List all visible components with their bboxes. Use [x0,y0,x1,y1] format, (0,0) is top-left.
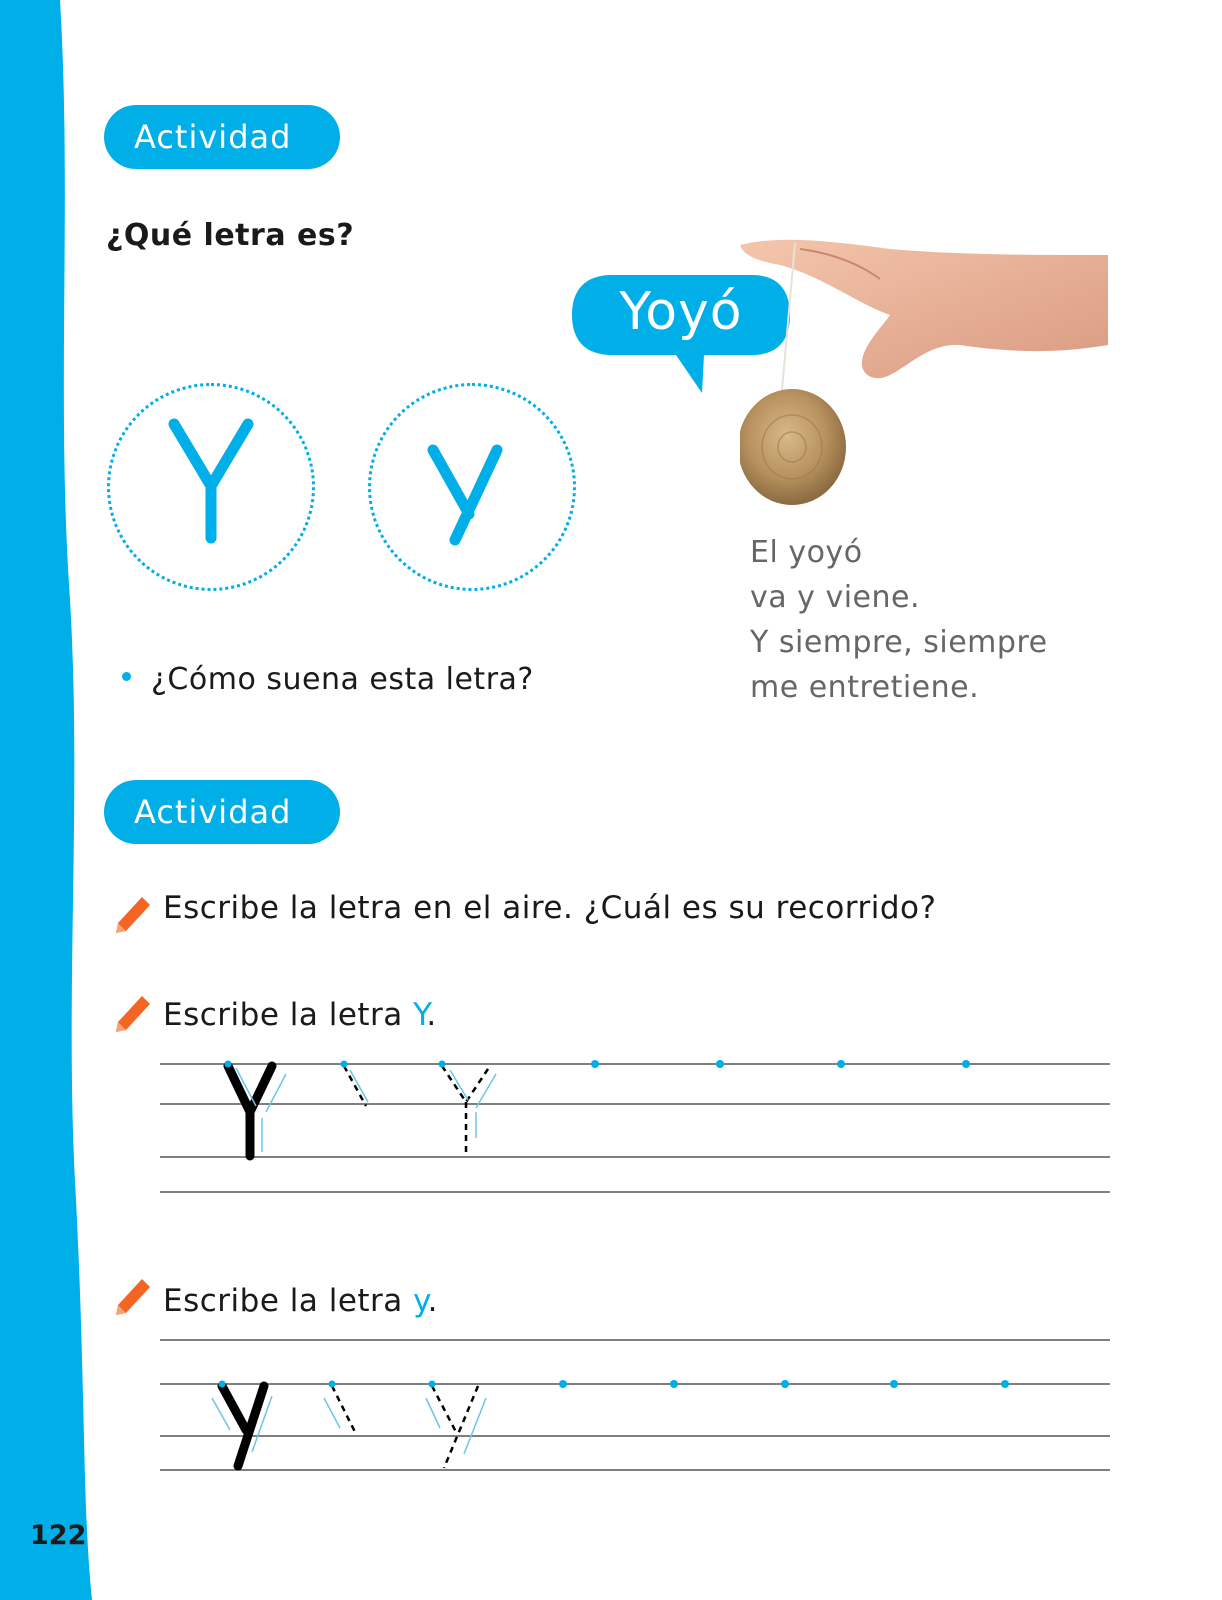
pencil-icon [112,893,154,937]
poem-line: El yoyó [750,535,863,570]
lowercase-letter: y [413,1283,428,1319]
poem-line: va y viene. [750,580,921,615]
pencil-icon [112,1275,154,1319]
air-writing-instruction: Escribe la letra en el aire. ¿Cuál es su recorrido? [163,890,937,926]
sound-question: ¿Cómo suena esta letra? [122,662,534,697]
page-number: 122 [30,1520,87,1551]
write-uppercase-instruction: Escribe la letra Y. [163,997,437,1033]
bubble-word: Yoyó [619,282,743,342]
uppercase-letter-circle [107,383,315,591]
poem-line: me entretiene. [750,670,980,705]
activity-4-badge: Actividad 4 [104,105,340,169]
write-lowercase-instruction: Escribe la letra y. [163,1283,438,1319]
bullet-icon [122,672,131,681]
lowercase-writing-lines [160,1330,1110,1480]
pencil-icon [112,992,154,1036]
activity-5-badge: Actividad 5 [104,780,340,844]
uppercase-letter: Y [413,997,427,1033]
poem-line: Y siempre, siempre [750,625,1048,660]
uppercase-writing-lines [160,1040,1110,1210]
hand-yoyo-photo [740,225,1108,525]
yoyo-poem [750,530,1048,710]
activity-4-question: ¿Qué letra es? [106,218,355,253]
lowercase-letter-circle [368,383,576,591]
sidebar-decoration [0,0,110,1600]
